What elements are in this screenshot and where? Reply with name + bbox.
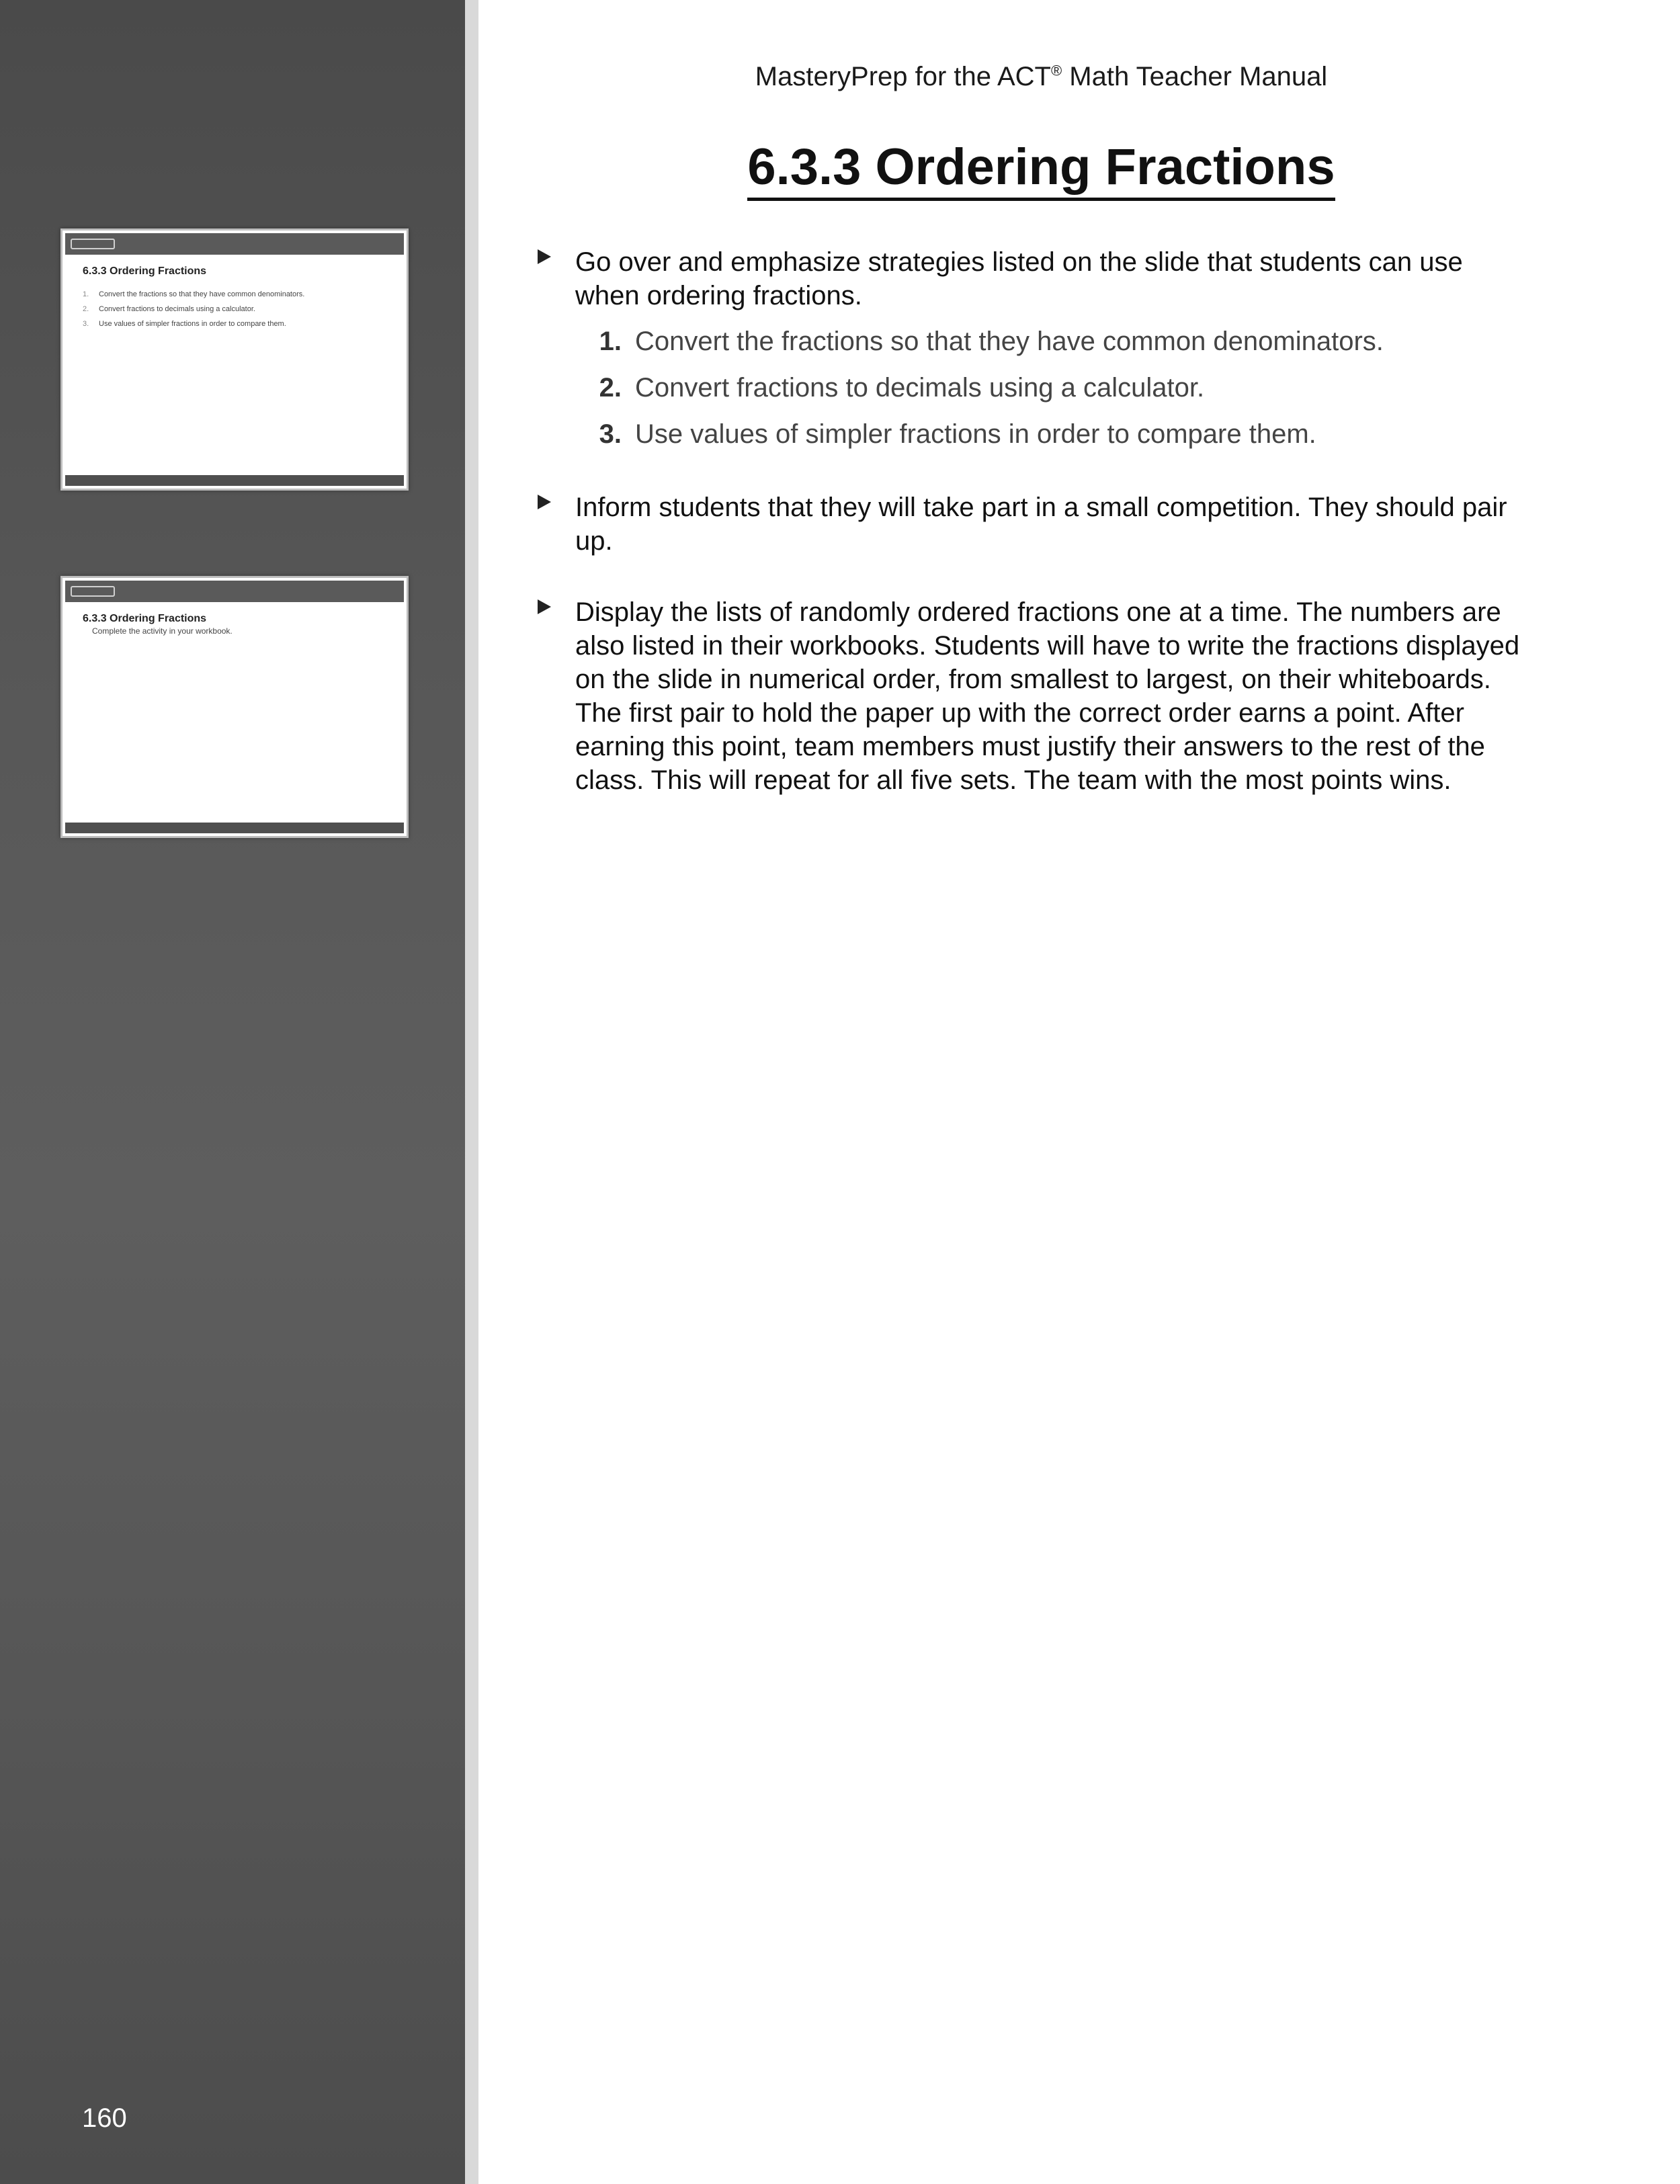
slide-header bbox=[65, 233, 404, 255]
slide-title: 6.3.3 Ordering Fractions bbox=[83, 265, 207, 277]
slide-list-item: 1. Convert the fractions so that they have common denominators. bbox=[83, 290, 305, 298]
bullet-item bbox=[538, 245, 1532, 464]
slide-subtitle: Complete the activity in your workbook. bbox=[92, 626, 233, 636]
slide-header bbox=[65, 581, 404, 602]
logo-icon bbox=[71, 239, 115, 249]
strategy-item: 2. Convert fractions to decimals using a calculator. bbox=[599, 373, 1205, 403]
slide-list-item: 3. Use values of simpler fractions in order to compare them. bbox=[83, 320, 286, 328]
triangle-bullet-icon bbox=[538, 495, 551, 509]
slide-list-item: 2. Convert fractions to decimals using a calculator. bbox=[83, 305, 255, 313]
slide-title: 6.3.3 Ordering Fractions bbox=[83, 613, 207, 624]
bullet-item bbox=[538, 491, 1532, 558]
sidebar-edge bbox=[465, 0, 478, 2184]
triangle-bullet-icon bbox=[538, 249, 551, 264]
bullet-text: Inform students that they will take part in a small competition. They should pair up. bbox=[575, 493, 1507, 556]
slide-footer-nav bbox=[65, 475, 404, 486]
page-title: 6.3.3 Ordering Fractions bbox=[478, 138, 1604, 201]
strategy-list bbox=[585, 325, 1532, 451]
slide-thumbnail-2 bbox=[60, 576, 409, 838]
strategy-item: 1. Convert the fractions so that they have common denominators. bbox=[599, 327, 1384, 356]
running-header: MasteryPrep for the ACT® Math Teacher Manual bbox=[755, 62, 1328, 91]
bullet-item bbox=[538, 595, 1532, 797]
bullet-text: Display the lists of randomly ordered fractions one at a time. The numbers are also listed in their workbooks. Students will have to write the fractions displayed on the slide in numerical order, from smallest to largest, on their whiteboards. The first pair to hold the paper up with the correct order earns a point. After earning this point, team members must justify their answers to the rest of the class. This will repeat for all five sets. The team with the most points wins. bbox=[575, 597, 1520, 795]
registered-mark: ® bbox=[1050, 62, 1062, 79]
slide-thumbnail-1 bbox=[60, 228, 409, 491]
slide-footer-nav bbox=[65, 823, 404, 833]
slide-list bbox=[83, 287, 304, 331]
triangle-bullet-icon bbox=[538, 599, 551, 614]
page-number: 160 bbox=[82, 2103, 127, 2133]
bullet-text: Go over and emphasize strategies listed on the slide that students can use when ordering fractions. bbox=[575, 247, 1463, 310]
strategy-item: 3. Use values of simpler fractions in order to compare them. bbox=[599, 419, 1316, 449]
logo-icon bbox=[71, 586, 115, 597]
